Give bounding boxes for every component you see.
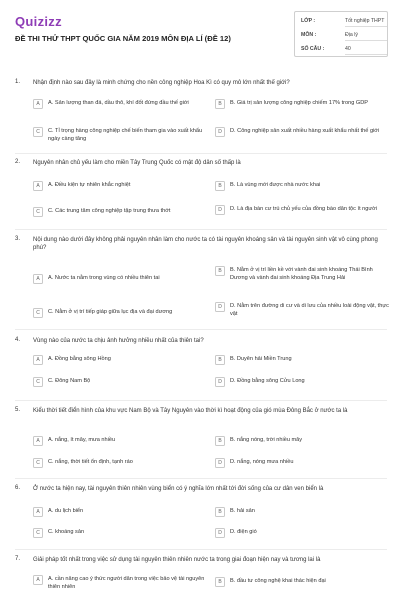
question-text: Vùng nào của nước ta chịu ảnh hưởng nhiều nhất của thiên tai? (33, 338, 204, 344)
question-text: Nhận định nào sau đây là minh chứng cho nền công nghiệp Hoa Kì có quy mô lớn nhất thế giới? (33, 80, 290, 86)
option-text: C. Đông Nam Bộ (48, 378, 91, 384)
meta-label: SỐ CÂU : (301, 46, 325, 52)
meta-underline (345, 40, 387, 41)
option-letter: B (215, 436, 225, 446)
question-5 (15, 407, 387, 473)
question-7 (15, 556, 387, 600)
option-letter: C (33, 528, 43, 538)
question-6 (15, 485, 387, 545)
option-letter: B (215, 181, 225, 191)
divider (15, 153, 387, 154)
meta-row-count (301, 46, 387, 56)
option-letter: D (215, 127, 225, 137)
option-letter: D (215, 205, 225, 215)
option-text: A. cần nâng cao ý thức người dân trong việc bảo vệ tài nguyên thiên nhiên (48, 576, 205, 590)
option-letter: C (33, 127, 43, 137)
worksheet-header (0, 0, 400, 64)
question-text: Ở nước ta hiện nay, tài nguyên thiên nhiên vùng biển có ý nghĩa lớn nhất tới đời sống của cư dân ven biển là (33, 486, 324, 492)
option-letter: B (215, 577, 225, 587)
option-text: A. Sản lượng than đá, dầu thô, khí đốt đứng đầu thế giới (48, 100, 189, 106)
option-text: B. hải sản (230, 508, 255, 514)
option-letter: A (33, 575, 43, 585)
question-4 (15, 337, 387, 395)
option-text: C. khoáng sản (48, 529, 85, 535)
question-text: Kiểu thời tiết điển hình của khu vực Nam Bộ và Tây Nguyên vào thời kì hoạt động của gió mùa Đông Bắc ở nước ta là (33, 408, 348, 414)
meta-row-class (301, 18, 387, 28)
option-text: A. nắng, ít mây, mưa nhiều (48, 437, 116, 443)
option-text: A. Nước ta nằm trong vùng có nhiều thiên tai (48, 275, 160, 281)
option-letter: A (33, 99, 43, 109)
divider (15, 549, 387, 550)
question-1 (15, 79, 387, 149)
question-number: 3. (15, 236, 21, 242)
divider (15, 329, 387, 330)
option-text: B. Là vùng mới được nhà nước khai (230, 182, 321, 188)
meta-value: Địa lý (345, 32, 358, 38)
quizizz-logo: Quizizz (15, 14, 62, 29)
option-letter: A (33, 355, 43, 365)
question-text: Nguyên nhân chủ yếu làm cho miền Tây Trung Quốc có mật độ dân số thấp là (33, 160, 241, 166)
option-text: C. Các trung tâm công nghiệp tập trung thưa thớt (48, 208, 171, 214)
option-letter: B (215, 99, 225, 109)
option-letter: C (33, 458, 43, 468)
question-text: Nội dung nào dưới đây không phải nguyên nhân làm cho nước ta có tài nguyên khoáng sản và tài nguyên sinh vật vô cùng phong phú? (33, 237, 378, 251)
option-letter: C (33, 377, 43, 387)
option-letter: A (33, 436, 43, 446)
option-text: B. nắng nóng, trời nhiều mây (230, 437, 303, 443)
meta-underline (345, 26, 387, 27)
meta-value: 40 (345, 46, 351, 52)
option-text: B. đầu tư công nghệ khai thác hiện đại (230, 578, 326, 584)
option-text: C. Nằm ở vị trí tiếp giáp giữa lục địa và đại dương (48, 309, 173, 315)
option-text: A. Đồng bằng sông Hồng (48, 356, 111, 362)
meta-row-subject (301, 32, 387, 42)
divider (15, 400, 387, 401)
option-letter: B (215, 507, 225, 517)
divider (15, 478, 387, 479)
option-letter: B (215, 266, 225, 276)
option-text: D. Nằm trên đường di cư và di lưu của nhiều loài động vật, thực vật (230, 303, 389, 317)
option-letter: D (215, 458, 225, 468)
question-number: 4. (15, 337, 21, 343)
option-text: C. nắng, thời tiết ổn định, tạnh ráo (48, 459, 133, 465)
option-text: B. Nằm ở vị trí liền kề với vành đai sinh khoáng Thái Bình Dương và vành đai sinh khoáng Địa Trung Hải (230, 267, 373, 281)
option-text: D. điện gió (230, 529, 257, 535)
meta-box (294, 11, 388, 57)
question-number: 1. (15, 79, 21, 85)
question-text: Giải pháp tốt nhất trong việc sử dụng tài nguyên thiên nhiên nước ta trong giai đoạn hiện nay và tương lai là (33, 557, 321, 563)
meta-label: MÔN : (301, 32, 317, 38)
option-letter: A (33, 181, 43, 191)
exam-title: ĐỀ THI THỬ THPT QUỐC GIA NĂM 2019 MÔN ĐỊA LÍ (ĐỀ 12) (15, 34, 231, 43)
question-number: 7. (15, 556, 21, 562)
question-number: 5. (15, 407, 21, 413)
option-text: D. nắng, nóng mưa nhiều (230, 459, 294, 465)
option-letter: A (33, 507, 43, 517)
option-text: B. Duyên hải Miền Trung (230, 356, 292, 362)
meta-underline (345, 54, 387, 55)
option-text: A. du lịch biển (48, 508, 84, 514)
divider (15, 229, 387, 230)
option-letter: C (33, 207, 43, 217)
option-text: D. Là địa bàn cư trú chủ yếu của đồng bào dân tộc ít người (230, 206, 378, 212)
question-number: 2. (15, 159, 21, 165)
option-letter: A (33, 274, 43, 284)
option-letter: B (215, 355, 225, 365)
option-text: C. Tỉ trọng hàng công nghiệp chế biến tham gia vào xuất khẩu ngày càng tăng (48, 128, 203, 142)
question-2 (15, 159, 387, 223)
option-letter: C (33, 308, 43, 318)
meta-value: Tốt nghiệp THPT (345, 18, 385, 24)
option-letter: D (215, 528, 225, 538)
option-letter: D (215, 302, 225, 312)
question-3 (15, 236, 387, 328)
option-text: A. Điều kiện tự nhiên khắc nghiệt (48, 182, 131, 188)
option-text: D. Đồng bằng sông Cửu Long (230, 378, 305, 384)
meta-label: LỚP : (301, 18, 316, 24)
question-number: 6. (15, 485, 21, 491)
option-letter: D (215, 377, 225, 387)
option-text: B. Giá trị sản lượng công nghiệp chiếm 17% trong GDP (230, 100, 369, 106)
option-text: D. Công nghiệp sản xuất nhiều hàng xuất khẩu nhất thế giới (230, 128, 380, 134)
